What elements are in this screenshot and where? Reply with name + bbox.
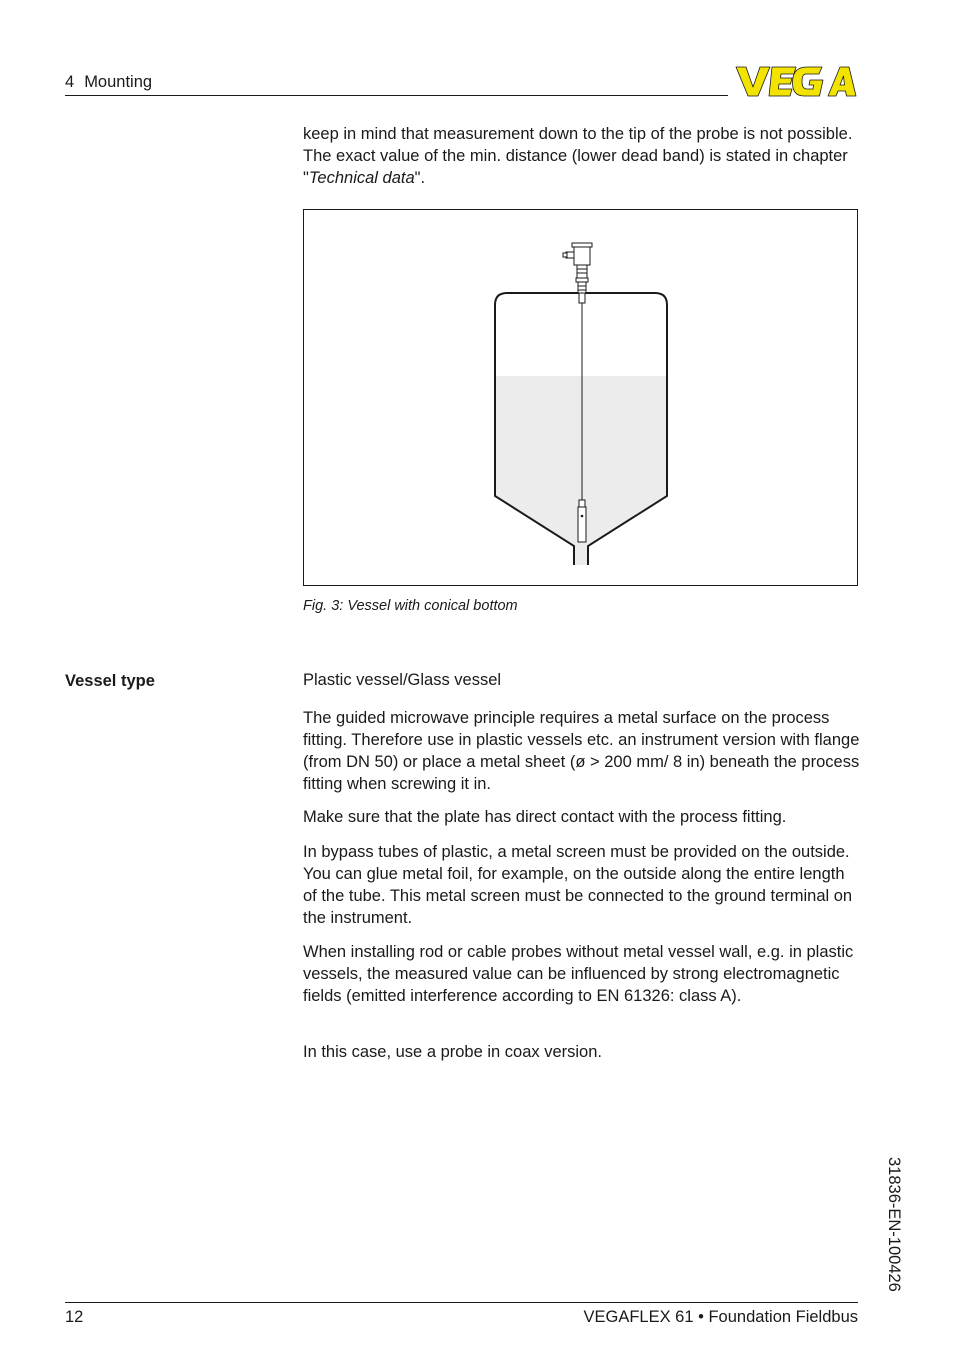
intro-emphasis: Technical data xyxy=(308,169,415,187)
section-title: Mounting xyxy=(84,73,153,91)
vessel-type-paragraph: Plastic vessel/Glass vessel xyxy=(303,671,502,689)
figure-vessel-conical-bottom xyxy=(303,209,858,586)
vessel-illustration xyxy=(304,210,857,585)
vessel-type-paragraph: The guided microwave principle requires a metal surface on the process fitting. Therefore use in plastic vessels etc. an instrument version with flange (from DN 50) or place a metal sheet (ø > 200 mm/ 8 in) beneath the process fitting when screwing it in. xyxy=(303,709,860,793)
page-number: 12 xyxy=(65,1308,84,1326)
intro-paragraph xyxy=(303,123,858,189)
figure-caption: Fig. 3: Vessel with conical bottom xyxy=(303,598,518,614)
section-number: 4 xyxy=(65,73,75,91)
footer-rule xyxy=(65,1302,858,1303)
intro-text: keep in mind that measurement down to the tip of the probe is not possible. The exact value of the min. distance (lower dead band) is stated in chapter " xyxy=(303,125,853,187)
vessel-type-paragraph: When installing rod or cable probes without metal vessel wall, e.g. in plastic vessels, the measured value can be influenced by strong electromagnetic fields (emitted interference according to EN 61326: class A). xyxy=(303,943,854,1005)
footer-product: VEGAFLEX 61 • Foundation Fieldbus xyxy=(583,1308,858,1326)
intro-text-end: ". xyxy=(414,169,426,187)
vessel-type-paragraph: In this case, use a probe in coax version. xyxy=(303,1043,602,1061)
running-header xyxy=(65,72,152,92)
vessel-type-paragraph: Make sure that the plate has direct contact with the process fitting. xyxy=(303,808,787,826)
probe-weight xyxy=(578,500,586,542)
vessel-type-heading: Vessel type xyxy=(65,672,155,690)
vega-logo xyxy=(734,63,858,99)
document-number: 31836-EN-100426 xyxy=(885,1157,903,1292)
vessel-type-paragraph: In bypass tubes of plastic, a metal screen must be provided on the outside. You can glue metal foil, for example, on the outside along the entire length of the tube. This metal screen must be connected to the ground terminal on the instrument. xyxy=(303,843,853,927)
header-rule xyxy=(65,95,728,96)
